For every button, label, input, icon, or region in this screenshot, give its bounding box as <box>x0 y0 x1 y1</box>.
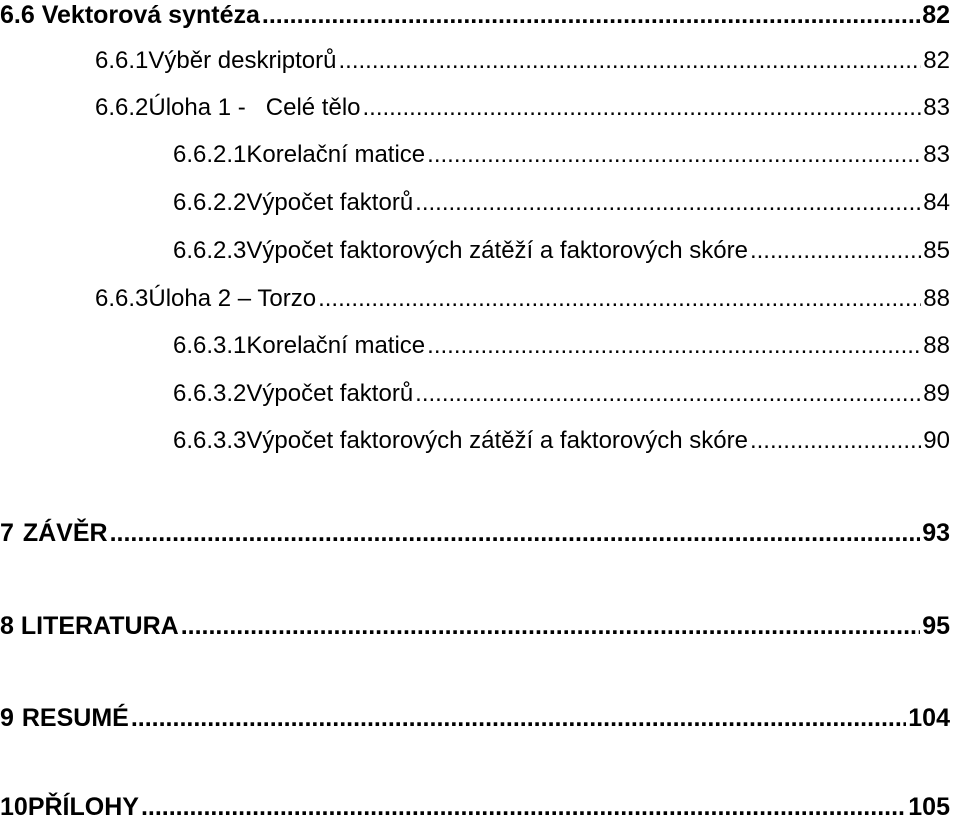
toc-leader-dots <box>110 518 921 548</box>
toc-entry-title: Výpočet faktorů <box>246 189 414 216</box>
toc-leader-dots <box>415 188 921 218</box>
toc-entry-6-6-3-3[interactable] <box>173 426 950 456</box>
toc-entry-6-6-1[interactable] <box>95 46 950 76</box>
toc-entry-6-6-3-2[interactable] <box>173 379 950 409</box>
toc-entry-10[interactable] <box>0 792 950 822</box>
toc-entry-6-6-2-1[interactable] <box>173 140 950 170</box>
toc-entry-6-6-2-2[interactable] <box>173 188 950 218</box>
toc-page-number: 83 <box>923 94 950 121</box>
toc-entry-number: 6.6.3.2 <box>173 380 247 407</box>
toc-entry-title: 6.6 Vektorová syntéza <box>0 1 260 29</box>
toc-page-number: 93 <box>922 519 950 547</box>
toc-entry-8[interactable] <box>0 611 950 641</box>
toc-entry-title: Výpočet faktorových zátěží a faktorových skóre <box>246 237 748 264</box>
toc-page-number: 84 <box>923 189 950 216</box>
toc-entry-title: LITERATURA <box>20 612 179 640</box>
toc-entry-number: 6.6.3.3 <box>173 427 247 454</box>
toc-page-number: 88 <box>923 285 950 312</box>
toc-entry-title: Korelační matice <box>246 141 426 168</box>
toc-leader-dots <box>427 140 921 170</box>
toc-entry-7[interactable] <box>0 518 950 548</box>
toc-entry-title: PŘÍLOHY <box>27 793 139 821</box>
toc-entry-title: Korelační matice <box>246 332 426 359</box>
toc-entry-title: RESUMÉ <box>21 704 129 732</box>
toc-page-number: 104 <box>908 704 950 732</box>
toc-leader-dots <box>750 236 921 266</box>
toc-page-number: 83 <box>923 141 950 168</box>
toc-leader-dots <box>415 379 921 409</box>
toc-entry-number: 8 <box>0 612 14 640</box>
toc-page-number: 90 <box>923 427 950 454</box>
toc-entry-number: 6.6.2.1 <box>173 141 247 168</box>
toc-entry-number: 6.6.3.1 <box>173 332 247 359</box>
toc-entry-number: 6.6.3 <box>95 285 149 312</box>
toc-leader-dots <box>262 0 920 30</box>
toc-leader-dots <box>338 46 921 76</box>
toc-leader-dots <box>318 284 921 314</box>
toc-leader-dots <box>141 792 906 822</box>
toc-page-number: 95 <box>922 612 950 640</box>
toc-leader-dots <box>427 331 921 361</box>
toc-entry-number: 6.6.2.2 <box>173 189 247 216</box>
toc-entry-number: 6.6.2 <box>95 94 149 121</box>
toc-page-number: 85 <box>923 237 950 264</box>
toc-entry-number: 10 <box>0 793 28 821</box>
toc-entry-number: 6.6.2.3 <box>173 237 247 264</box>
toc-entry-title: Výběr deskriptorů <box>148 47 337 74</box>
toc-entry-number: 9 <box>0 704 14 732</box>
toc-entry-6-6-3[interactable] <box>95 284 950 314</box>
toc-entry-title: Výpočet faktorů <box>246 380 414 407</box>
toc-entry-6-6-3-1[interactable] <box>173 331 950 361</box>
toc-leader-dots <box>131 703 906 733</box>
toc-entry-6-6-2[interactable] <box>95 93 950 123</box>
toc-page-number: 89 <box>923 380 950 407</box>
toc-page-number: 82 <box>922 1 950 29</box>
toc-entry-6-6[interactable] <box>0 0 950 30</box>
toc-entry-number: 7 <box>0 519 14 547</box>
toc-entry-title: ZÁVĚR <box>22 519 108 547</box>
toc-leader-dots <box>181 611 920 641</box>
toc-entry-number: 6.6.1 <box>95 47 149 74</box>
toc-entry-title: Úloha 2 – Torzo <box>148 285 317 312</box>
toc-entry-title: Výpočet faktorových zátěží a faktorových skóre <box>246 427 748 454</box>
toc-page-number: 88 <box>923 332 950 359</box>
toc-leader-dots <box>363 93 922 123</box>
toc-leader-dots <box>750 426 921 456</box>
toc-page-number: 105 <box>908 793 950 821</box>
toc-entry-title: Úloha 1 - Celé tělo <box>148 94 361 121</box>
toc-entry-9[interactable] <box>0 703 950 733</box>
toc-entry-6-6-2-3[interactable] <box>173 236 950 266</box>
toc-page-number: 82 <box>923 47 950 74</box>
